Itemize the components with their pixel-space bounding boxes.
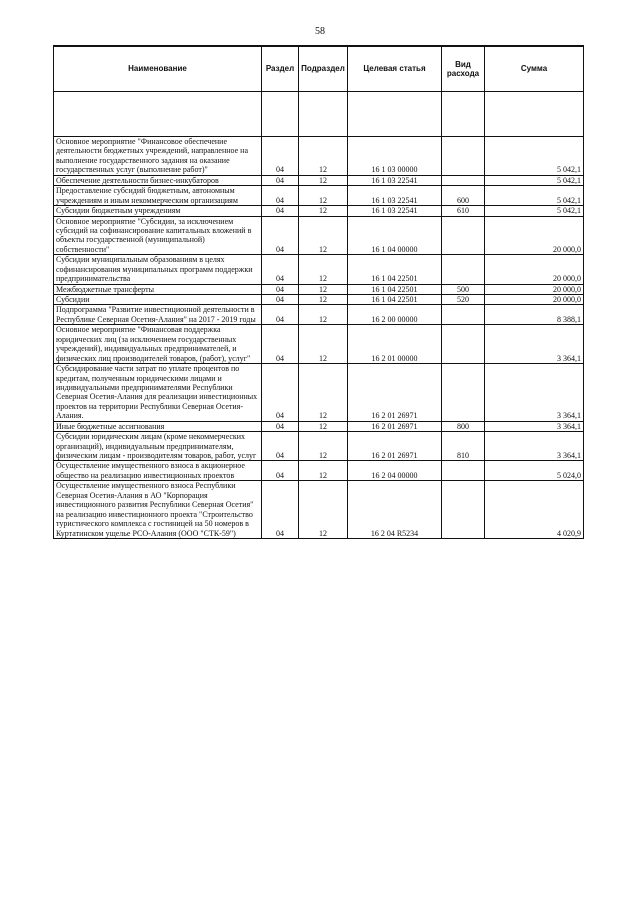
row-subsection: 12 <box>299 206 348 216</box>
table-row <box>54 206 584 216</box>
row-amount: 20 000,0 <box>485 255 584 284</box>
row-expense-type: 810 <box>442 432 485 461</box>
table-row <box>54 284 584 294</box>
row-target-article: 16 1 04 22501 <box>348 295 442 305</box>
row-name: Основное мероприятие "Финансовое обеспечение деятельности бюджетных учреждений, направленное на выполнение государственного задания на оказание государственных услуг (выполнение работ)" <box>54 137 262 176</box>
row-subsection: 12 <box>299 137 348 176</box>
row-target-article: 16 1 03 00000 <box>348 137 442 176</box>
row-target-article: 16 1 03 22541 <box>348 175 442 185</box>
table-row <box>54 137 584 176</box>
header-section: Раздел <box>262 46 299 92</box>
row-expense-type <box>442 461 485 481</box>
row-section: 04 <box>262 421 299 431</box>
row-section: 04 <box>262 295 299 305</box>
header-name: Наименование <box>54 46 262 92</box>
row-name: Предоставление субсидий бюджетным, автономным учреждениям и иным некоммерческим организациям <box>54 186 262 206</box>
row-section: 04 <box>262 255 299 284</box>
row-name: Осуществление имущественного взноса в акционерное общество на реализацию инвестиционных проектов <box>54 461 262 481</box>
row-section: 04 <box>262 481 299 539</box>
row-name: Осуществление имущественного взноса Республики Северная Осетия-Алания в АО "Корпорация инвестиционного развития Республики Северная Осетия" на реализацию инвестиционного проекта "Строительство туристического комплекса с гостиницей на 50 номеров в Куртатинском ущелье РСО-Алания (ООО "СТК-59") <box>54 481 262 539</box>
table-row <box>54 364 584 422</box>
row-section: 04 <box>262 284 299 294</box>
row-expense-type: 520 <box>442 295 485 305</box>
table-row <box>54 461 584 481</box>
row-subsection: 12 <box>299 186 348 206</box>
header-target-article: Целевая статья <box>348 46 442 92</box>
row-subsection: 12 <box>299 216 348 255</box>
row-subsection: 12 <box>299 284 348 294</box>
row-amount: 5 042,1 <box>485 186 584 206</box>
row-amount: 3 364,1 <box>485 432 584 461</box>
row-section: 04 <box>262 325 299 364</box>
spacer-row <box>54 92 584 137</box>
row-section: 04 <box>262 364 299 422</box>
table-header-row <box>54 46 584 92</box>
row-name: Основное мероприятие "Субсидии, за исключением субсидий на софинансирование капитальных вложений в объекты государственной (муниципальной) собственности" <box>54 216 262 255</box>
table-row <box>54 175 584 185</box>
row-section: 04 <box>262 206 299 216</box>
row-subsection: 12 <box>299 175 348 185</box>
row-expense-type <box>442 364 485 422</box>
table-row <box>54 186 584 206</box>
row-name: Межбюджетные трансферты <box>54 284 262 294</box>
row-amount: 8 388,1 <box>485 305 584 325</box>
row-name: Подпрограмма "Развитие инвестиционной деятельности в Республике Северная Осетия-Алания" на 2017 - 2019 годы <box>54 305 262 325</box>
row-name: Субсидии <box>54 295 262 305</box>
row-target-article: 16 2 01 26971 <box>348 364 442 422</box>
row-amount: 5 024,0 <box>485 461 584 481</box>
row-expense-type <box>442 325 485 364</box>
row-name: Обеспечение деятельности бизнес-инкубаторов <box>54 175 262 185</box>
row-target-article: 16 2 00 00000 <box>348 305 442 325</box>
row-target-article: 16 2 04 R5234 <box>348 481 442 539</box>
row-subsection: 12 <box>299 295 348 305</box>
row-subsection: 12 <box>299 325 348 364</box>
row-amount: 5 042,1 <box>485 175 584 185</box>
table-row <box>54 432 584 461</box>
row-target-article: 16 1 04 00000 <box>348 216 442 255</box>
table-row <box>54 421 584 431</box>
row-subsection: 12 <box>299 461 348 481</box>
row-target-article: 16 1 03 22541 <box>348 186 442 206</box>
row-amount: 3 364,1 <box>485 421 584 431</box>
row-target-article: 16 2 01 26971 <box>348 432 442 461</box>
table-row <box>54 255 584 284</box>
row-name: Субсидирование части затрат по уплате процентов по кредитам, полученным юридическими лицами и индивидуальными предпринимателями Республики Северная Осетия-Алания для реализации инвестиционных проектов на территории Республики Северная Осетия-Алания. <box>54 364 262 422</box>
row-expense-type <box>442 255 485 284</box>
row-section: 04 <box>262 305 299 325</box>
row-amount: 20 000,0 <box>485 284 584 294</box>
row-expense-type: 800 <box>442 421 485 431</box>
row-subsection: 12 <box>299 421 348 431</box>
row-amount: 20 000,0 <box>485 216 584 255</box>
row-target-article: 16 2 01 26971 <box>348 421 442 431</box>
row-expense-type <box>442 137 485 176</box>
row-expense-type: 610 <box>442 206 485 216</box>
row-name: Субсидии бюджетным учреждениям <box>54 206 262 216</box>
table-body <box>54 137 584 539</box>
row-subsection: 12 <box>299 255 348 284</box>
row-expense-type <box>442 216 485 255</box>
row-subsection: 12 <box>299 364 348 422</box>
row-expense-type <box>442 305 485 325</box>
row-target-article: 16 1 04 22501 <box>348 284 442 294</box>
row-section: 04 <box>262 216 299 255</box>
row-amount: 4 020,9 <box>485 481 584 539</box>
row-name: Субсидии муниципальным образованиям в целях софинансирования муниципальных программ поддержки предпринимательства <box>54 255 262 284</box>
row-expense-type: 500 <box>442 284 485 294</box>
row-expense-type <box>442 481 485 539</box>
row-section: 04 <box>262 186 299 206</box>
header-expense-type: Вид расхода <box>442 46 485 92</box>
row-section: 04 <box>262 137 299 176</box>
row-target-article: 16 2 01 00000 <box>348 325 442 364</box>
header-subsection: Подраздел <box>299 46 348 92</box>
table-row <box>54 481 584 539</box>
row-section: 04 <box>262 432 299 461</box>
row-section: 04 <box>262 175 299 185</box>
table-row <box>54 325 584 364</box>
row-name: Основное мероприятие "Финансовая поддержка юридических лиц (за исключением государственных учреждений), индивидуальных предпринимателей, и физических лиц производителей товаров, (работ), услуг" <box>54 325 262 364</box>
row-name: Иные бюджетные ассигнования <box>54 421 262 431</box>
row-amount: 20 000,0 <box>485 295 584 305</box>
row-target-article: 16 1 04 22501 <box>348 255 442 284</box>
row-target-article: 16 2 04 00000 <box>348 461 442 481</box>
row-section: 04 <box>262 461 299 481</box>
table-row <box>54 216 584 255</box>
table-row <box>54 295 584 305</box>
row-target-article: 16 1 03 22541 <box>348 206 442 216</box>
row-name: Субсидии юридическим лицам (кроме некоммерческих организаций), индивидуальным предпринимателям, физическим лицам - производителям товаров, работ, услуг <box>54 432 262 461</box>
row-expense-type: 600 <box>442 186 485 206</box>
row-subsection: 12 <box>299 432 348 461</box>
row-subsection: 12 <box>299 305 348 325</box>
row-subsection: 12 <box>299 481 348 539</box>
budget-table <box>53 45 584 539</box>
row-amount: 5 042,1 <box>485 137 584 176</box>
row-amount: 3 364,1 <box>485 325 584 364</box>
header-amount: Сумма <box>485 46 584 92</box>
row-amount: 3 364,1 <box>485 364 584 422</box>
table-row <box>54 305 584 325</box>
page-number: 58 <box>315 26 325 37</box>
row-amount: 5 042,1 <box>485 206 584 216</box>
row-expense-type <box>442 175 485 185</box>
